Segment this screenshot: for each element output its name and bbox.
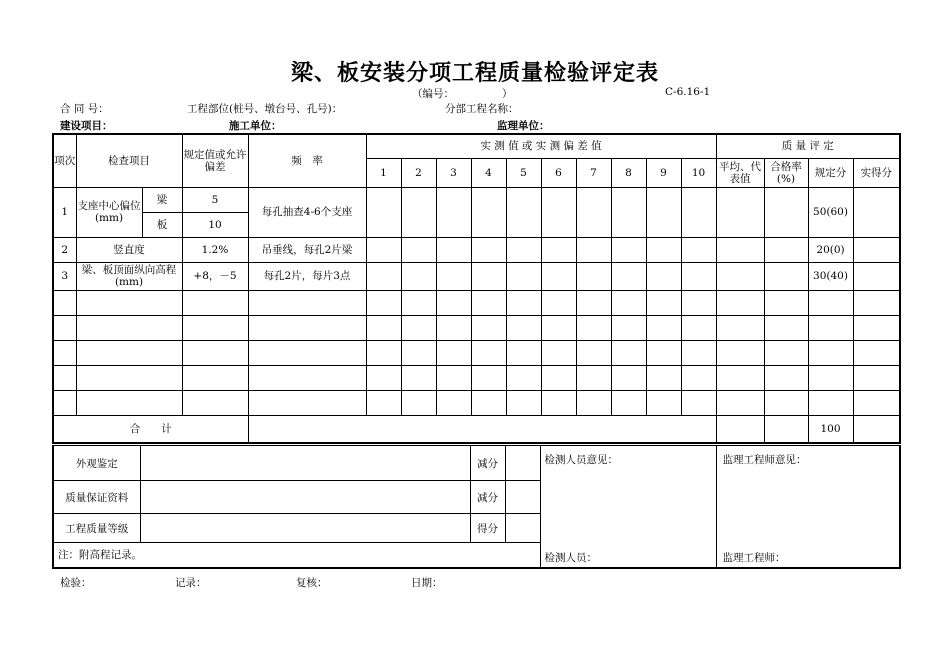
col-header: 4 <box>471 158 506 187</box>
avg-cell[interactable] <box>716 262 764 290</box>
engineer-label: 监理工程师： <box>722 551 786 564</box>
form-code: C-6.16-1 <box>665 86 711 98</box>
footer-check: 检验： <box>60 577 92 589</box>
header-frequency: 频 率 <box>248 134 366 187</box>
avg-cell[interactable] <box>716 187 764 237</box>
measure-cell[interactable] <box>576 237 611 262</box>
measure-cell[interactable] <box>611 262 646 290</box>
col-header: 1 <box>366 158 401 187</box>
measure-cell[interactable] <box>401 187 436 237</box>
footer-record: 记录： <box>175 577 207 589</box>
actual-score-cell[interactable] <box>853 237 900 262</box>
measure-cell[interactable] <box>611 187 646 237</box>
measure-cell[interactable] <box>681 237 716 262</box>
score-label: 得分 <box>470 514 505 543</box>
deduct-field-1[interactable] <box>505 446 540 481</box>
measure-cell[interactable] <box>681 262 716 290</box>
empty-row <box>53 315 900 340</box>
location-label: 工程部位(桩号、墩台号、孔号)： <box>187 103 343 115</box>
row-sub-name: 梁 <box>142 187 182 212</box>
inspector-label: 检测人员： <box>544 551 597 564</box>
measure-cell[interactable] <box>401 262 436 290</box>
measure-cell[interactable] <box>506 187 541 237</box>
footer-date: 日期： <box>411 577 443 589</box>
measure-cell[interactable] <box>436 187 471 237</box>
serial-close: ） <box>502 88 513 100</box>
total-label: 合 计 <box>53 415 248 443</box>
row-frequency: 每孔2片，每片3点 <box>248 262 366 290</box>
measure-cell[interactable] <box>366 262 401 290</box>
measure-cell[interactable] <box>471 237 506 262</box>
measure-cell[interactable] <box>366 237 401 262</box>
actual-score-cell[interactable] <box>853 262 900 290</box>
measure-cell[interactable] <box>506 262 541 290</box>
inspection-table <box>52 133 901 444</box>
quality-docs-label: 质量保证资料 <box>53 481 140 514</box>
supervision-unit-label: 监理单位： <box>497 120 550 132</box>
deduct-label-1: 减分 <box>470 446 505 481</box>
col-header: 5 <box>506 158 541 187</box>
sub-project-label: 分部工程名称： <box>445 103 519 115</box>
inspector-opinion-label: 检测人员意见： <box>544 454 618 466</box>
page-title: 梁、板安装分项工程质量检验评定表 <box>290 61 659 86</box>
contract-no-label: 合 同 号： <box>60 103 109 115</box>
measure-cell[interactable] <box>366 187 401 237</box>
appearance-field[interactable] <box>140 446 470 481</box>
measure-cell[interactable] <box>541 262 576 290</box>
engineer-opinion-label: 监理工程师意见： <box>722 454 807 466</box>
row-item: 梁、板顶面纵向高程(mm) <box>76 262 182 290</box>
measure-cell[interactable] <box>646 187 681 237</box>
row-no: 1 <box>53 187 76 237</box>
header-measured: 实 测 值 或 实 测 偏 差 值 <box>366 134 716 158</box>
col-header: 10 <box>681 158 716 187</box>
assessment-table <box>52 445 901 569</box>
header-item-no: 项次 <box>53 134 76 187</box>
construction-unit-label: 施工单位： <box>229 120 282 132</box>
note: 注：附高程记录。 <box>53 543 540 568</box>
header-specified-score: 规定分 <box>808 158 853 187</box>
empty-row <box>53 365 900 390</box>
col-header: 3 <box>436 158 471 187</box>
measure-cell[interactable] <box>646 237 681 262</box>
grade-field[interactable] <box>140 514 470 543</box>
header-avg: 平均、代表值 <box>716 158 764 187</box>
row-frequency: 吊垂线，每孔2片梁 <box>248 237 366 262</box>
measure-cell[interactable] <box>681 187 716 237</box>
col-header: 7 <box>576 158 611 187</box>
empty-row <box>53 390 900 415</box>
serial-label: （编号： <box>412 88 454 100</box>
col-header: 6 <box>541 158 576 187</box>
deduct-label-2: 减分 <box>470 481 505 514</box>
measure-cell[interactable] <box>506 237 541 262</box>
measure-cell[interactable] <box>576 262 611 290</box>
measure-cell[interactable] <box>436 262 471 290</box>
row-no: 3 <box>53 262 76 290</box>
empty-row <box>53 340 900 365</box>
deduct-field-2[interactable] <box>505 481 540 514</box>
header-pass-rate: 合格率(%) <box>764 158 808 187</box>
total-score: 100 <box>808 415 853 443</box>
row-item: 支座中心偏位(mm) <box>76 187 142 237</box>
pass-rate-cell[interactable] <box>764 187 808 237</box>
score-field[interactable] <box>505 514 540 543</box>
measure-cell[interactable] <box>541 237 576 262</box>
measure-cell[interactable] <box>576 187 611 237</box>
actual-score-cell[interactable] <box>853 187 900 237</box>
row-sub-name: 板 <box>142 212 182 237</box>
measure-cell[interactable] <box>436 237 471 262</box>
measure-cell[interactable] <box>611 237 646 262</box>
measure-cell[interactable] <box>646 262 681 290</box>
total-actual-score-cell[interactable] <box>853 415 900 443</box>
measure-cell[interactable] <box>401 237 436 262</box>
header-check-item: 检查项目 <box>76 134 182 187</box>
measure-cell[interactable] <box>471 262 506 290</box>
header-spec: 规定值或允许偏差 <box>182 134 248 187</box>
footer-review: 复核： <box>296 577 328 589</box>
measure-cell[interactable] <box>541 187 576 237</box>
row-spec: 10 <box>182 212 248 237</box>
empty-row <box>53 290 900 315</box>
col-header: 2 <box>401 158 436 187</box>
row-frequency: 每孔抽查4-6个支座 <box>248 187 366 237</box>
row-spec: 1.2% <box>182 237 248 262</box>
header-actual-score: 实得分 <box>853 158 900 187</box>
row-spec: +8，－5 <box>182 262 248 290</box>
quality-docs-field[interactable] <box>140 481 470 514</box>
row-score: 30(40) <box>808 262 853 290</box>
col-header: 8 <box>611 158 646 187</box>
avg-cell[interactable] <box>716 237 764 262</box>
row-score: 20(0) <box>808 237 853 262</box>
row-score: 50(60) <box>808 187 853 237</box>
row-item: 竖直度 <box>76 237 182 262</box>
row-no: 2 <box>53 237 76 262</box>
col-header: 9 <box>646 158 681 187</box>
appearance-label: 外观鉴定 <box>53 446 140 481</box>
measure-cell[interactable] <box>471 187 506 237</box>
row-spec: 5 <box>182 187 248 212</box>
header-quality: 质 量 评 定 <box>716 134 900 158</box>
build-project-label: 建设项目： <box>60 120 113 132</box>
pass-rate-cell[interactable] <box>764 262 808 290</box>
pass-rate-cell[interactable] <box>764 237 808 262</box>
grade-label: 工程质量等级 <box>53 514 140 543</box>
